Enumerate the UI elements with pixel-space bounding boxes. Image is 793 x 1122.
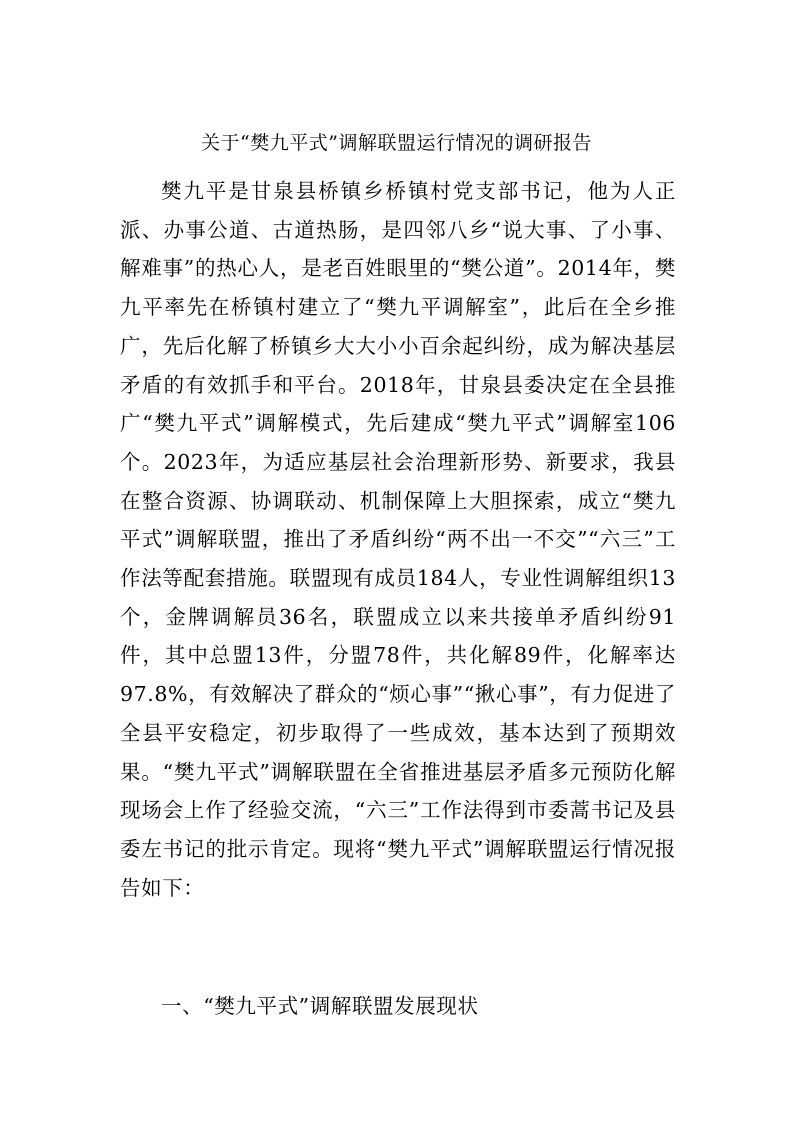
section-heading: 一、“樊九平式”调解联盟发展现状 <box>161 994 479 1018</box>
document-title: 关于“樊九平式”调解联盟运行情况的调研报告 <box>201 132 592 154</box>
body-paragraph: 樊九平是甘泉县桥镇乡桥镇村党支部书记，他为人正派、办事公道、古道热肠，是四邻八乡“说大事、了小事、解难事”的热心人，是老百姓眼里的“樊公道”。2014年，樊九平率先在桥镇村建立了“樊九平调解室”，此后在全乡推广，先后化解了桥镇乡大大小小百余起纠纷，成为解决基层矛盾的有效抓手和平台。2018年，甘泉县委决定在全县推广“樊九平式”调解模式，先后建成“樊九平式”调解室106个。2023年，为适应基层社会治理新形势、新要求，我县在整合资源、协调联动、机制保障上大胆探索，成立“樊九平式”调解联盟，推出了矛盾纠纷“两不出一不交”“六三”工作法等配套措施。联盟现有成员184人，专业性调解组织13个，金牌调解员36名，联盟成立以来共接单矛盾纠纷91件，其中总盟13件，分盟78件，共化解89件，化解率达97.8%，有效解决了群众的“烦心事”“揪心事”，有力促进了全县平安稳定，初步取得了一些成效，基本达到了预期效果。“樊九平式”调解联盟在全省推进基层矛盾多元预防化解现场会上作了经验交流，“六三”工作法得到市委蒿书记及县委左书记的批示肯定。现将“樊九平式”调解联盟运行情况报告如下： <box>120 179 676 900</box>
